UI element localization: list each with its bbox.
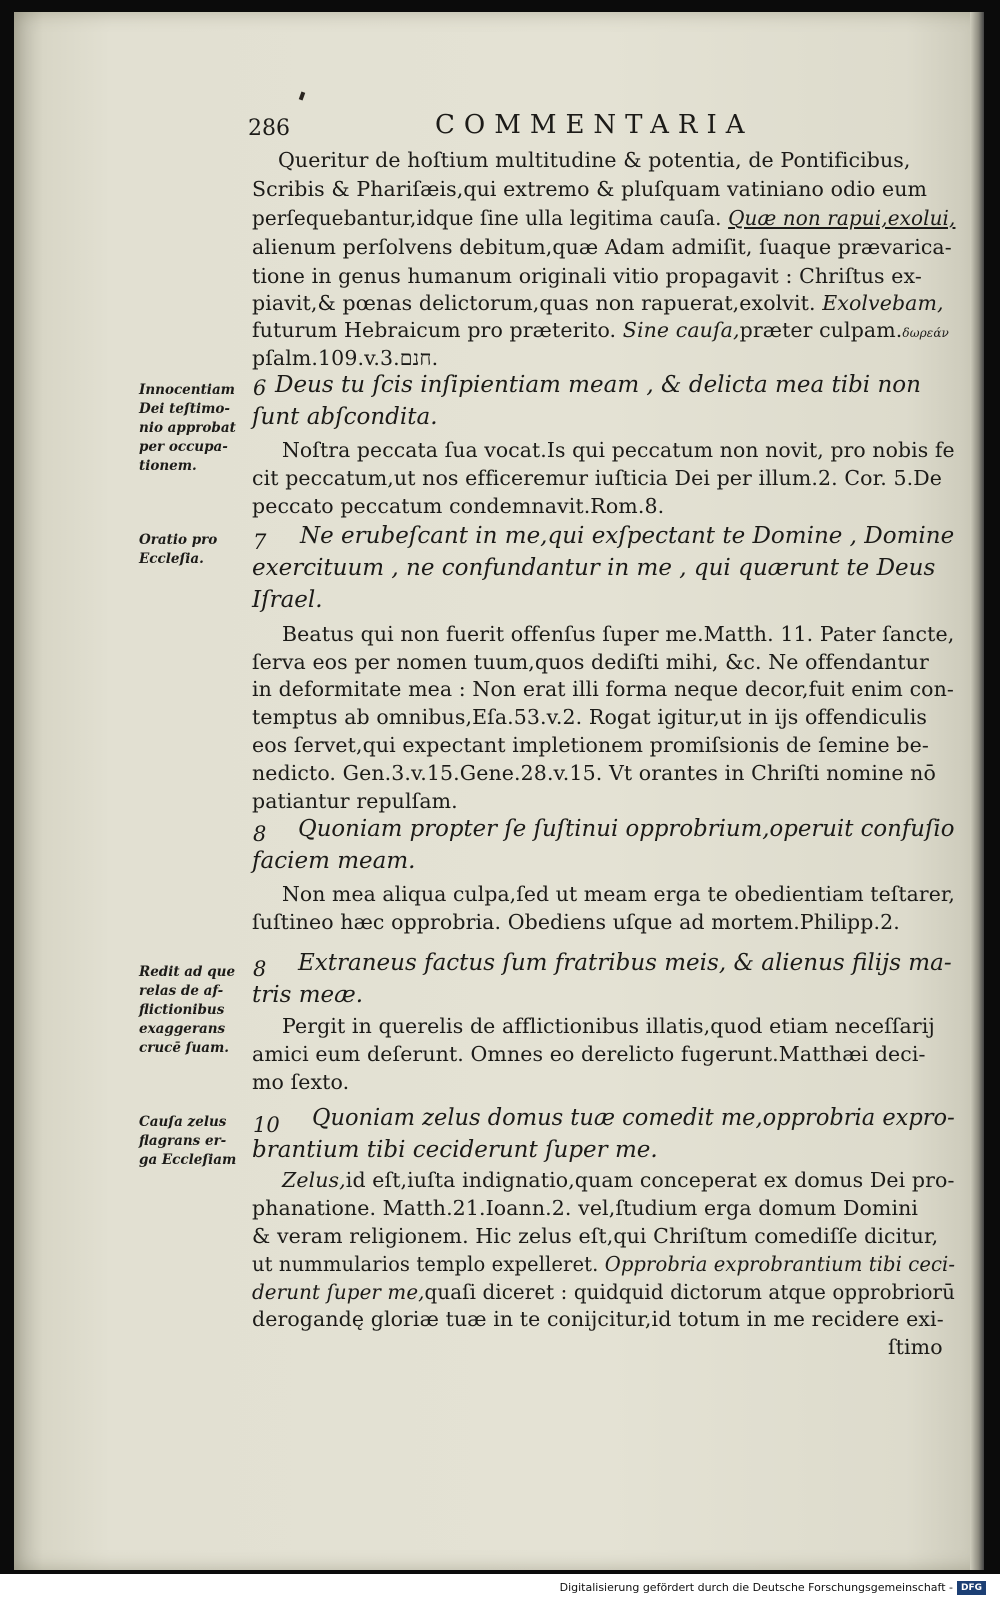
text-line: futurum Hebraicum pro præterito. Sine cauſa,præter culpam.δωρεάν (252, 318, 949, 342)
verse-text: Ne erubeſcant in me,qui exſpectant te Domine , Domine (300, 523, 955, 549)
text-line: nedicto. Gen.3.v.15.Gene.28.v.15. Vt orantes in Chriſti nomine nō (252, 761, 936, 785)
verse-text: Iſrael. (252, 587, 323, 613)
text-line: alienum perſolvens debitum,quæ Adam admiſit, ſuaque prævarica- (252, 235, 952, 259)
margin-note-oratio: Oratio pro Eccleſia. (139, 532, 218, 567)
running-title: COMMENTARIA (435, 110, 754, 140)
text-line: & veram religionem. Hic zelus eſt,qui Chriſtum comediſſe dicitur, (252, 1224, 939, 1248)
text-line: peccato peccatum condemnavit.Rom.8. (252, 494, 665, 518)
text-line: Pergit in querelis de afflictionibus illatis,quod etiam neceſſarij (282, 1014, 935, 1038)
verse-text: faciem meam. (252, 848, 416, 874)
italic-phrase: derunt ſuper me, (252, 1280, 425, 1304)
verse-text: Quoniam zelus domus tuæ comedit me,opprobria expro- (312, 1105, 955, 1131)
text-line: eos ſervet,qui expectant impletionem promiſsionis de ſemine be- (252, 733, 929, 757)
italic-phrase: Quæ non rapui,exolui, (728, 206, 956, 230)
verse-text: brantium tibi ceciderunt ſuper me. (252, 1137, 658, 1163)
page-number: 286 (248, 116, 290, 141)
italic-phrase: Opprobria exprobrantium tibi ceci- (604, 1252, 956, 1276)
verse-number: 8 (253, 957, 267, 981)
text-line: Zelus,id eſt,iuſta indignatio,quam conceperat ex domus Dei pro- (282, 1168, 955, 1192)
margin-note-redit: Redit ad que relas de af- flictionibus exaggerans crucē ſuam. (139, 964, 236, 1056)
verse-number: 6 (253, 376, 267, 400)
text-line: piavit,& pœnas delictorum,quas non rapuerat,exolvit. Exolvebam, (252, 291, 944, 315)
text-line: patiantur repulſam. (252, 789, 458, 813)
text-line: Noſtra peccata ſua vocat.Is qui peccatum non novit, pro nobis fe (282, 438, 955, 462)
text-line: Queritur de hoſtium multitudine & potentia, de Pontificibus, (278, 148, 911, 172)
page-spine-right (970, 12, 984, 1570)
greek-word: δωρεάν (902, 326, 949, 340)
text-line: mo ſexto. (252, 1070, 350, 1094)
catchword: ſtimo (888, 1335, 943, 1359)
text-line: ut nummularios templo expelleret. Opprobria exprobrantium tibi ceci- (252, 1252, 956, 1276)
verse-text: Extraneus factus ſum fratribus meis, & alienus filijs ma- (298, 950, 952, 976)
verse-number: 10 (253, 1113, 280, 1137)
verse-text: tris meæ. (252, 982, 364, 1008)
text-line: tione in genus humanum originali vitio propagavit : Chriſtus ex- (252, 264, 922, 288)
verse-text: ſunt abſcondita. (252, 404, 438, 430)
italic-phrase: Sine cauſa, (622, 318, 740, 342)
text-line: derunt ſuper me,quaſi diceret : quidquid dictorum atque opprobriorū (252, 1280, 955, 1304)
verse-number: 7 (253, 530, 267, 554)
text-line: derogandę gloriæ tuæ in te conijcitur,id totum in me recidere exi- (252, 1307, 944, 1331)
margin-note-causa: Cauſa zelus flagrans er- ga Eccleſiam (139, 1114, 237, 1168)
text-line: temptus ab omnibus,Eſa.53.v.2. Rogat igitur,ut in ijs offendiculis (252, 705, 928, 729)
italic-phrase: Zelus, (282, 1168, 346, 1192)
text-line: amici eum deſerunt. Omnes eo derelicto fugerunt.Matthæi deci- (252, 1042, 926, 1066)
margin-note-innocentiam: Innocentiam Dei teſtimo- nio approbat per occupa- tionem. (139, 382, 236, 474)
text-line: pſalm.109.v.3.חנם. (252, 346, 439, 370)
text-line: ſuſtineo hæc opprobria. Obediens uſque ad mortem.Philipp.2. (252, 910, 900, 934)
verse-text: Quoniam propter ſe ſuſtinui opprobrium,operuit confuſio (298, 816, 955, 842)
text-line: Non mea aliqua culpa,ſed ut meam erga te obedientiam teſtarer, (282, 882, 956, 906)
text-line: Beatus qui non fuerit offenſus ſuper me.Matth. 11. Pater ſancte, (282, 622, 955, 646)
italic-phrase: Exolvebam, (822, 291, 944, 315)
text-line: phanatione. Matth.21.Ioann.2. vel,ſtudium erga domum Domini (252, 1196, 919, 1220)
verse-number: 8 (253, 822, 267, 846)
dfg-logo: DFG (957, 1581, 986, 1595)
text-line: cit peccatum,ut nos efficeremur iuſticia Dei per illum.2. Cor. 5.De (252, 466, 942, 490)
text-line: in deformitate mea : Non erat illi forma neque decor,fuit enim con- (252, 677, 954, 701)
verse-text: exercituum , ne confundantur in me , qui quærunt te Deus (252, 555, 936, 581)
verse-text: Deus tu ſcis inſipientiam meam , & delicta mea tibi non (275, 372, 921, 398)
text-line: Scribis & Phariſæis,qui extremo & pluſquam vatiniano odio eum (252, 177, 928, 201)
footer-credit-text: Digitalisierung gefördert durch die Deutsche Forschungsgemeinschaft - (559, 1581, 953, 1594)
text-line: perſequebantur,idque ſine ulla legitima cauſa. Quæ non rapui,exolui, (252, 206, 956, 230)
footer-credit (0, 1574, 1000, 1601)
text-line: ſerva eos per nomen tuum,quos dediſti mihi, &c. Ne offendantur (252, 650, 929, 674)
